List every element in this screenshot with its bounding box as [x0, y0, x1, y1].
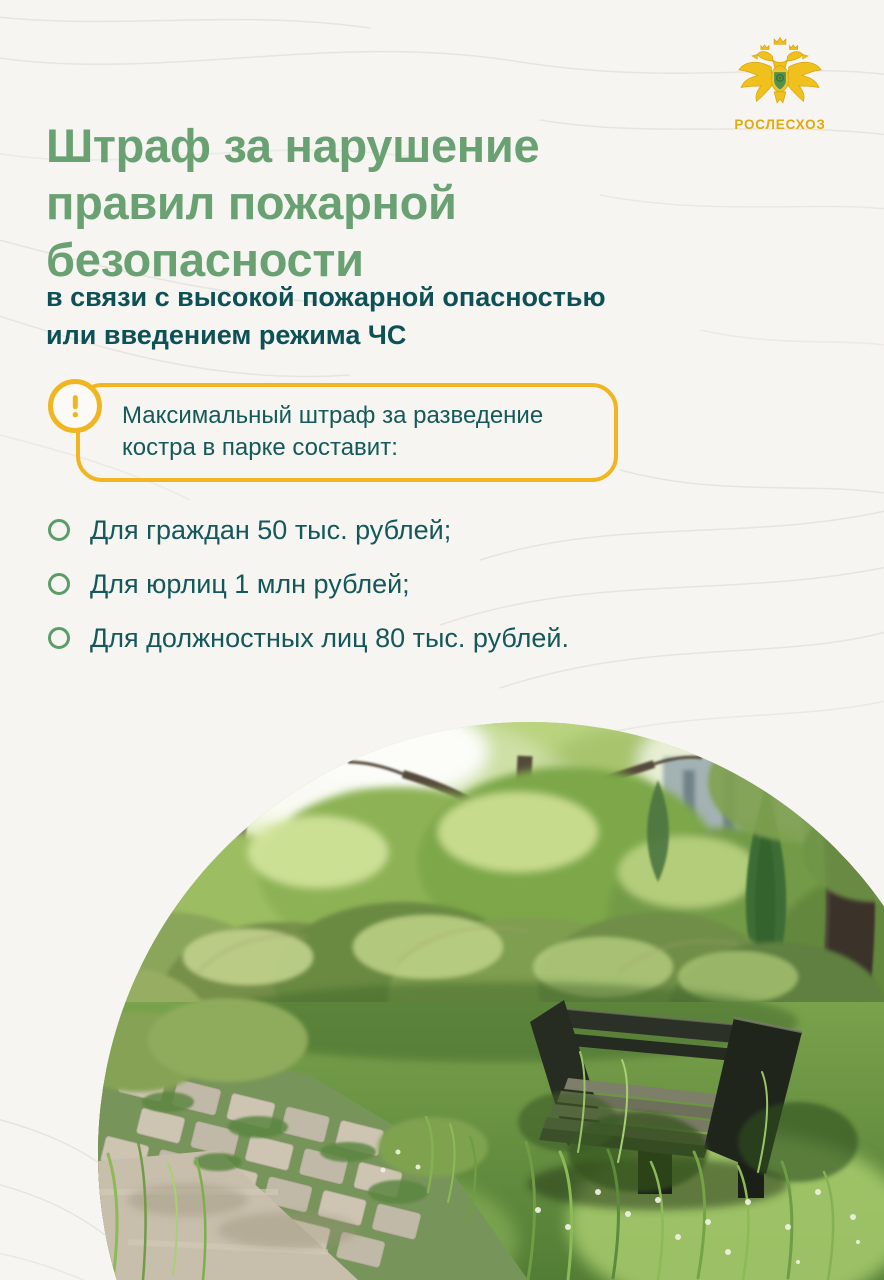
page-subtitle: в связи с высокой пожарной опасностью или введением режима ЧС	[46, 282, 606, 350]
warning-callout	[76, 383, 618, 482]
fine-item	[46, 622, 806, 655]
logo-label: РОСЛЕСХОЗ	[734, 117, 826, 132]
circle-outline-icon	[48, 627, 70, 649]
exclamation-icon	[48, 379, 102, 433]
fine-item	[46, 568, 806, 601]
circle-outline-icon	[48, 573, 70, 595]
callout-text: Максимальный штраф за разведение костра в парке составит:	[122, 402, 544, 462]
fine-text: Для граждан 50 тыс. рублей;	[90, 515, 452, 545]
logo	[712, 36, 848, 132]
page-title: Штраф за нарушение правил пожарной безопасности	[46, 119, 540, 286]
fine-item	[46, 514, 806, 547]
fines-list	[46, 514, 806, 676]
fine-text: Для должностных лиц 80 тыс. рублей.	[90, 623, 569, 653]
fine-text: Для юрлиц 1 млн рублей;	[90, 569, 410, 599]
double-headed-eagle-icon	[736, 36, 824, 114]
circle-outline-icon	[48, 519, 70, 541]
